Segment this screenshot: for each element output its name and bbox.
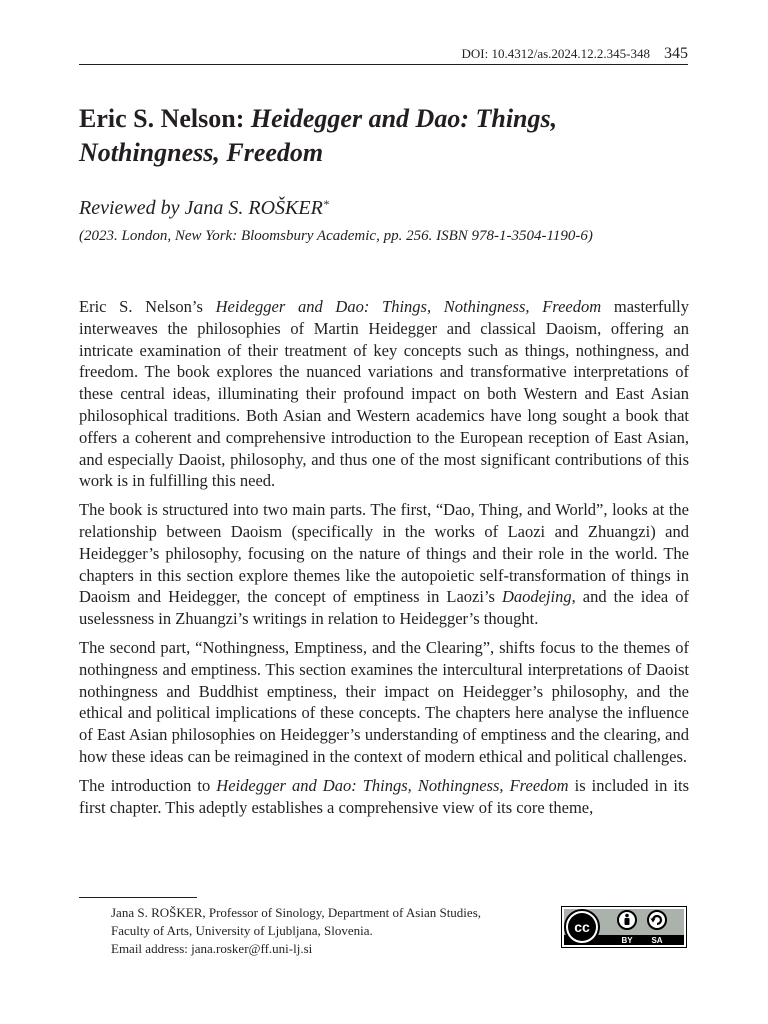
review-body xyxy=(79,296,689,825)
by-label: BY xyxy=(621,936,633,945)
p4-text-a: The introduction to xyxy=(79,775,211,795)
page-number: 345 xyxy=(664,45,688,62)
title-book-line2: Nothingness, Freedom xyxy=(79,138,324,167)
paragraph-4 xyxy=(79,775,689,819)
p4-book-title: Heidegger and Dao: Things, Nothingness, Freedom xyxy=(216,775,569,795)
publication-info: (2023. London, New York: Bloomsbury Academic, pp. 256. ISBN 978-1-3504-1190-6) xyxy=(79,228,593,244)
cc-label: cc xyxy=(574,919,590,935)
paragraph-1 xyxy=(79,296,689,492)
reviewer-name: Reviewed by Jana S. ROŠKER xyxy=(79,197,323,219)
p2-daodejing: Daodejing xyxy=(501,587,572,607)
p1-book-title: Heidegger and Dao: Things, Nothingness, Freedom xyxy=(215,297,602,316)
p4-text-c: is included in its first chapter. This adeptly establishes a comprehensive view of its core theme, xyxy=(79,775,689,817)
sa-label: SA xyxy=(651,936,663,945)
footnote-divider xyxy=(79,897,197,898)
running-header xyxy=(79,44,688,65)
p2-text-a: The book is structured into two main parts. The first, “Dao, Thing, and World”, looks at the relationship between Daoism (specifically in the works of Laozi and Zhuangzi) and Heidegger’s philosophy, focusing on the nature of things and their role in the world. The chapters in this section explore themes like the autopoietic self-transformation of things in Daoism and Heidegger, the concept of emptiness in Laozi’s xyxy=(79,500,689,607)
author-footnote xyxy=(111,904,551,958)
cc-icon xyxy=(565,910,599,944)
title-book-line1: Heidegger and Dao: Things, xyxy=(250,104,558,133)
footnote-line-1: Jana S. ROŠKER, Professor of Sinology, Department of Asian Studies, xyxy=(111,905,481,920)
share-alike-icon xyxy=(648,911,666,929)
cc-by-sa-license-badge[interactable] xyxy=(561,906,687,948)
footnote-line-3: Email address: jana.rosker@ff.uni-lj.si xyxy=(111,941,313,956)
p1-text-c: masterfully interweaves the philosophies of Martin Heidegger and classical Daoism, offering an intricate examination of their treatment of key concepts such as things, nothingness, and freedom. The book explores the nuanced variations and transformative interpretations of these central ideas, illuminating their profound impact on both Western and East Asian philosophical traditions. Both Asian and Western academics have long sought a book that offers a coherent and comprehensive introduction to the European reception of East Asian, and especially Daoist, philosophy, and thus one of the most significant contributions of this work is in fulfilling this need. xyxy=(79,297,690,491)
doi-text: DOI: 10.4312/as.2024.12.2.345-348 xyxy=(461,46,650,61)
attribution-icon xyxy=(618,911,636,929)
footnote-marker: * xyxy=(322,197,329,211)
p2-text-c: , and the idea of uselessness in Zhuangzi’s writings in relation to Heidegger’s thought. xyxy=(79,587,690,629)
p1-text-a: Eric S. Nelson’s xyxy=(79,297,203,316)
review-title xyxy=(79,102,689,170)
reviewer-line xyxy=(79,196,329,220)
footnote-line-2: Faculty of Arts, University of Ljubljana, Slovenia. xyxy=(111,923,373,938)
paragraph-3: The second part, “Nothingness, Emptiness, and the Clearing”, shifts focus to the themes of nothingness and emptiness. This section examines the intercultural interpretations of Daoist nothingness and Buddhist emptiness, their impact on Heidegger’s philosophy, and the ethical and political implications of these concepts. The chapters here analyse the influence of East Asian philosophies on Heidegger’s understanding of emptiness and the clearing, and how these ideas can be reimagined in the context of modern ethical and political challenges. xyxy=(79,637,689,766)
title-author: Eric S. Nelson: xyxy=(79,104,245,133)
paragraph-2 xyxy=(79,499,689,630)
